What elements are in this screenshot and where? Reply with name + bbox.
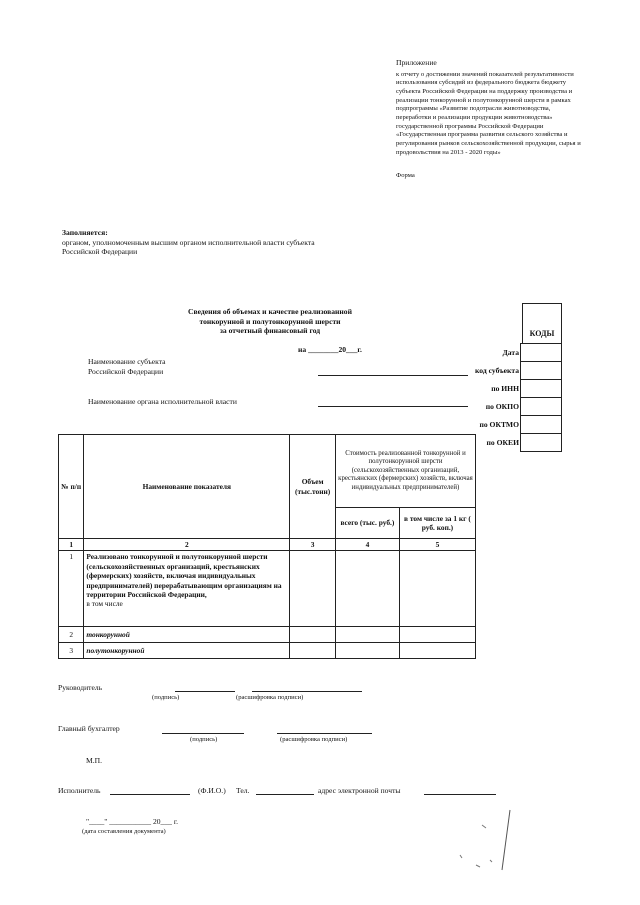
col-number-4: 4: [335, 539, 399, 551]
col-header-per-kg: в том числе за 1 кг ( руб. коп.): [399, 508, 475, 539]
executor-fio-hint: (Ф.И.О.): [198, 786, 226, 795]
head-decode-hint: (расшифровка подписи): [236, 694, 304, 701]
row-2-no: 2: [59, 627, 84, 643]
col-number-3: 3: [290, 539, 336, 551]
appendix-text: к отчету о достижении значений показателей результативности использования субсидий из федерального бюджета бюджету субъекта Российской Федерации на поддержку производства и реализации тонкорунной и полутонкорунной шерсти в рамках подпрограммы «Развитие подотрасли животноводства, переработки и реализации продукции животноводства» государственной программы Российской Федерации «Государственная программа развития сельского хозяйства и регулирования рынков сельскохозяйственной продукции, сырья и продовольствия на 2013 - 2020 годы»: [396, 70, 581, 156]
date-hint: (дата составления документа): [82, 828, 166, 835]
doc-title-line1: Сведения об объемах и качестве реализованной: [188, 307, 352, 316]
accountant-signature-field[interactable]: [162, 733, 244, 734]
head-signature-hint: (подпись): [152, 694, 180, 701]
date-line: "____" ___________ 20___ г.: [86, 817, 178, 826]
scan-marks: [440, 800, 530, 880]
appendix-title: Приложение: [396, 58, 437, 67]
doc-title: [150, 307, 390, 336]
col-header-cost-group: Стоимость реализованной тонкорунной и полутонкорунной шерсти (сельскохозяйственных организаций, крестьянских (фермерских) хозяйств, включая индивидуальных предпринимателей): [335, 435, 475, 508]
executor-name-field[interactable]: [110, 794, 190, 795]
row-1-per-kg-cell[interactable]: [399, 551, 475, 627]
code-cell-date[interactable]: [521, 344, 562, 362]
phone-field[interactable]: [256, 794, 314, 795]
row-1-no: 1: [59, 551, 84, 627]
accountant-label: Главный бухгалтер: [58, 724, 120, 733]
filled-by-text: органом, уполномоченным высшим органом исполнительной власти субъекта Российской Федерации: [62, 237, 315, 256]
head-label: Руководитель: [58, 683, 103, 692]
code-cell-subject[interactable]: [521, 362, 562, 380]
email-label: адрес электронной почты: [318, 786, 401, 795]
row-3-total-cell[interactable]: [335, 643, 399, 659]
col-number-1: 1: [59, 539, 84, 551]
row-1-name-text: Реализовано тонкорунной и полутонкорунной шерсти (сельскохозяйственных организаций, крестьянских (фермерских) хозяйств, включая индивидуальных предпринимателей) перерабатывающим организациям на территории Российской Федерации,: [86, 552, 282, 600]
row-3-volume-cell[interactable]: [290, 643, 336, 659]
row-1-volume-cell[interactable]: [290, 551, 336, 627]
code-label-oktmo: по ОКТМО: [479, 419, 519, 429]
accountant-signature-hint: (подпись): [190, 736, 218, 743]
code-label-subject: код субъекта: [475, 365, 519, 375]
head-signature-field[interactable]: [175, 691, 235, 692]
stamp-label: М.П.: [86, 756, 103, 765]
doc-title-line3: за отчетный финансовый год: [219, 326, 321, 335]
row-1-total-cell[interactable]: [335, 551, 399, 627]
accountant-decode-hint: (расшифровка подписи): [280, 736, 348, 743]
row-3-no: 3: [59, 643, 84, 659]
subject-name-field[interactable]: [318, 375, 468, 376]
code-label-date: Дата: [502, 347, 519, 357]
email-field[interactable]: [424, 794, 496, 795]
col-header-volume: Объем (тыс.тонн): [290, 435, 336, 539]
codes-header: КОДЫ: [529, 329, 555, 338]
col-header-total: всего (тыс. руб.): [335, 508, 399, 539]
executor-label: Исполнитель: [58, 786, 101, 795]
row-3-per-kg-cell[interactable]: [399, 643, 475, 659]
code-cell-oktmo[interactable]: [521, 416, 562, 434]
row-2-name: тонкорунной: [84, 627, 290, 643]
row-1-subtext: в том числе: [86, 599, 123, 609]
code-label-inn: по ИНН: [491, 383, 519, 393]
doc-date-line: на ________20___г.: [298, 345, 362, 354]
authority-name-field[interactable]: [318, 406, 468, 407]
row-1-name: [84, 551, 290, 627]
form-label: Форма: [396, 171, 415, 179]
code-cell-okpo[interactable]: [521, 398, 562, 416]
doc-title-line2: тонкорунной и полутонкорунной шерсти: [199, 316, 341, 326]
accountant-decode-field[interactable]: [277, 733, 372, 734]
code-label-okei: по ОКЕИ: [486, 437, 519, 447]
main-table: [58, 434, 476, 659]
filled-by-block: [62, 228, 322, 257]
authority-name-label: Наименование органа исполнительной власти: [88, 397, 237, 406]
row-2-per-kg-cell[interactable]: [399, 627, 475, 643]
col-header-no: № п/п: [59, 435, 84, 539]
code-label-okpo: по ОКПО: [485, 401, 519, 411]
filled-by-heading: Заполняется:: [62, 228, 108, 237]
head-decode-field[interactable]: [252, 691, 362, 692]
main-table-wrap: [58, 434, 476, 659]
appendix-block: [396, 58, 584, 180]
phone-label: Тел.: [236, 786, 250, 795]
subject-name-label: Наименование субъекта Российской Федерации: [88, 357, 166, 376]
code-cell-inn[interactable]: [521, 380, 562, 398]
row-2-volume-cell[interactable]: [290, 627, 336, 643]
row-2-total-cell[interactable]: [335, 627, 399, 643]
code-cell-okei[interactable]: [521, 434, 562, 452]
col-header-name: Наименование показателя: [84, 435, 290, 539]
row-3-name: полутонкорунной: [84, 643, 290, 659]
col-number-5: 5: [399, 539, 475, 551]
col-number-2: 2: [84, 539, 290, 551]
